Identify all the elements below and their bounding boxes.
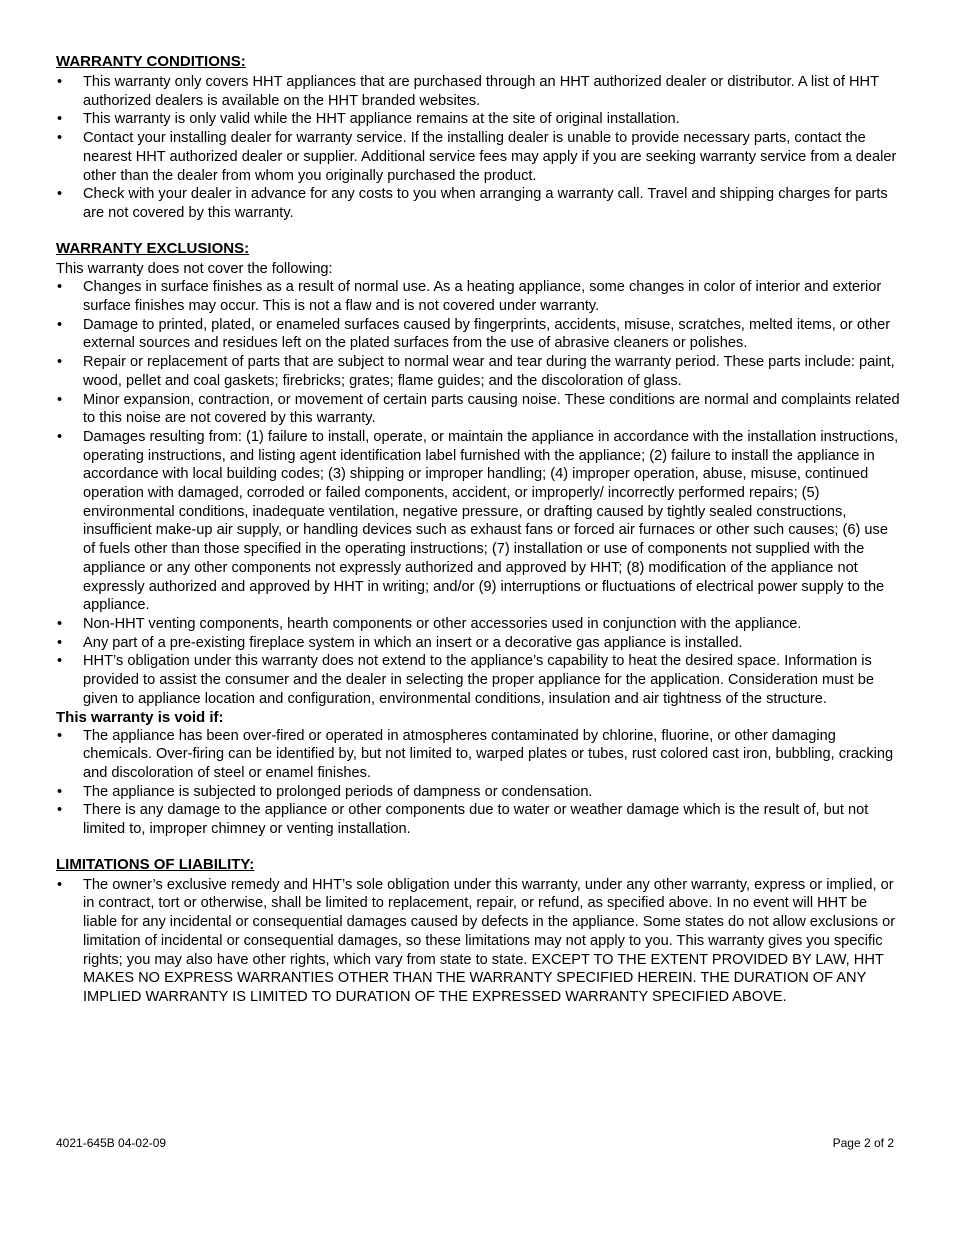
list-item-text: Repair or replacement of parts that are subject to normal wear and tear during the warranty period. These parts include: paint, wood, pellet and coal gaskets; firebricks; grates; flame guides; and the discoloration of glass. bbox=[83, 354, 895, 389]
list-item-text: The appliance is subjected to prolonged periods of dampness or condensation. bbox=[83, 783, 593, 800]
list-item bbox=[56, 316, 901, 353]
limitations-heading: LIMITATIONS OF LIABILITY: bbox=[56, 855, 255, 873]
warranty-conditions-list bbox=[56, 73, 901, 223]
list-item-text: Non-HHT venting components, hearth components or other accessories used in conjunction with the appliance. bbox=[83, 615, 802, 632]
list-item-text: The owner’s exclusive remedy and HHT’s sole obligation under this warranty, under any other warranty, express or implied, or in contract, tort or otherwise, shall be limited to replacement, repair, or refund, as specified above. In no event will HHT be liable for any incidental or consequential damages caused by defects in the appliance. Some states do not allow exclusions or limitation of incidental or consequential damages, so these limitations may not apply to you. This warranty gives you specific rights; you may also have other rights, which vary from state to state. EXCEPT TO THE EXTENT PROVIDED BY LAW, HHT MAKES NO EXPRESS WARRANTIES OTHER THAN THE WARRANTY SPECIFIED HEREIN. THE DURATION OF ANY IMPLIED WARRANTY IS LIMITED TO DURATION OF THE EXPRESSED WARRANTY SPECIFIED ABOVE. bbox=[83, 876, 896, 1005]
limitations-section bbox=[56, 856, 901, 1007]
bullet-icon: • bbox=[57, 783, 63, 800]
list-item-text: Damage to printed, plated, or enameled surfaces caused by fingerprints, accidents, misuse, scratches, melted items, or other external sources and residues left on the plated surfaces from the use of abrasive cleaners or polishes. bbox=[83, 316, 891, 352]
warranty-conditions-heading: WARRANTY CONDITIONS: bbox=[56, 53, 246, 70]
list-item bbox=[56, 876, 901, 1007]
list-item bbox=[56, 783, 901, 802]
document-page bbox=[56, 53, 901, 1007]
warranty-void-heading: This warranty is void if: bbox=[56, 708, 224, 726]
list-item-text: Changes in surface finishes as a result of normal use. As a heating appliance, some changes in color of interior and exterior surface finishes may occur. This is not a flaw and is not covered under warranty. bbox=[83, 279, 882, 315]
list-item-text: This warranty only covers HHT appliances that are purchased through an HHT authorized dealer or distributor. A list of HHT authorized dealers is available on the HHT branded websites. bbox=[83, 74, 879, 109]
warranty-exclusions-list bbox=[56, 278, 901, 708]
warranty-exclusions-intro: This warranty does not cover the following: bbox=[56, 260, 333, 277]
list-item bbox=[56, 634, 901, 653]
list-item-text: Check with your dealer in advance for any costs to you when arranging a warranty call. Travel and shipping charges for parts are not covered by this warranty. bbox=[83, 186, 888, 221]
list-item-text: There is any damage to the appliance or other components due to water or weather damage which is the result of, but not limited to, improper chimney or venting installation. bbox=[83, 802, 869, 838]
bullet-icon: • bbox=[57, 74, 63, 90]
warranty-void-section bbox=[56, 709, 901, 839]
list-item-text: HHT’s obligation under this warranty does not extend to the appliance’s capability to heat the desired space. Information is provided to assist the consumer and the dealer in selecting the proper appliance for the application. Consideration must be given to appliance location and configuration, environmental conditions, insulation and air tightness of the structure. bbox=[83, 653, 874, 707]
warranty-exclusions-section bbox=[56, 240, 901, 709]
list-item bbox=[56, 727, 901, 783]
list-item bbox=[56, 73, 901, 110]
list-item bbox=[56, 652, 901, 708]
warranty-exclusions-heading: WARRANTY EXCLUSIONS: bbox=[56, 239, 250, 257]
list-item-text: This warranty is only valid while the HHT appliance remains at the site of original installation. bbox=[83, 111, 680, 128]
bullet-icon: • bbox=[57, 111, 63, 128]
bullet-icon: • bbox=[57, 130, 63, 147]
bullet-icon: • bbox=[57, 876, 63, 893]
bullet-icon: • bbox=[57, 634, 63, 651]
bullet-icon: • bbox=[57, 727, 63, 744]
bullet-icon: • bbox=[57, 316, 63, 333]
document-code: 4021-645B 04-02-09 bbox=[56, 1136, 167, 1150]
bullet-icon: • bbox=[57, 186, 63, 203]
list-item-text: The appliance has been over-fired or operated in atmospheres contaminated by chlorine, fluorine, or other damaging chemicals. Over-firing can be identified by, but not limited to, warped plates or tubes, rust colored cast iron, bubbling, cracking and discoloration of steel or enamel finishes. bbox=[83, 727, 894, 781]
bullet-icon: • bbox=[57, 802, 63, 819]
warranty-void-list bbox=[56, 727, 901, 839]
page-number: Page 2 of 2 bbox=[832, 1136, 894, 1150]
list-item bbox=[56, 278, 901, 315]
list-item bbox=[56, 428, 901, 615]
bullet-icon: • bbox=[57, 279, 63, 296]
list-item bbox=[56, 615, 901, 634]
limitations-list bbox=[56, 876, 901, 1007]
bullet-icon: • bbox=[57, 615, 63, 632]
bullet-icon: • bbox=[57, 391, 63, 408]
list-item bbox=[56, 185, 901, 222]
list-item-text: Contact your installing dealer for warranty service. If the installing dealer is unable to provide necessary parts, contact the nearest HHT authorized dealer or supplier. Additional service fees may apply if you are seeking warranty service from a dealer other than the dealer from whom you originally purchased the product. bbox=[83, 130, 897, 184]
list-item bbox=[56, 129, 901, 185]
bullet-icon: • bbox=[57, 653, 63, 670]
list-item-text: Damages resulting from: (1) failure to install, operate, or maintain the appliance in accordance with the installation instructions, operating instructions, and listing agent identification label furnished with the appliance; (2) failure to install the appliance in accordance with local building codes; (3) shipping or improper handling; (4) improper operation, abuse, misuse, continued operation with damaged, corroded or failed components, accident, or improperly/ incorrectly performed repairs; (5) environmental conditions, inadequate ventilation, negative pressure, or drafting caused by tightly sealed constructions, insufficient make-up air supply, or handling devices such as exhaust fans or forced air furnaces or other such causes; (6) use of fuels other than those specified in the operating instructions; (7) installation or use of components not supplied with the appliance or any other components not expressly authorized and approved by HHT; (8) modification of the appliance not expressly authorized and approved by HHT in writing; and/or (9) interruptions or fluctuations of electrical power supply to the appliance. bbox=[83, 428, 899, 614]
list-item-text: Any part of a pre-existing fireplace system in which an insert or a decorative gas appliance is installed. bbox=[83, 634, 743, 651]
warranty-conditions-section bbox=[56, 53, 901, 223]
bullet-icon: • bbox=[57, 428, 63, 445]
list-item bbox=[56, 353, 901, 390]
bullet-icon: • bbox=[57, 354, 63, 371]
list-item bbox=[56, 110, 901, 129]
list-item-text: Minor expansion, contraction, or movement of certain parts causing noise. These conditions are normal and complaints related to this noise are not covered by this warranty. bbox=[83, 391, 900, 427]
list-item bbox=[56, 391, 901, 428]
list-item bbox=[56, 801, 901, 838]
